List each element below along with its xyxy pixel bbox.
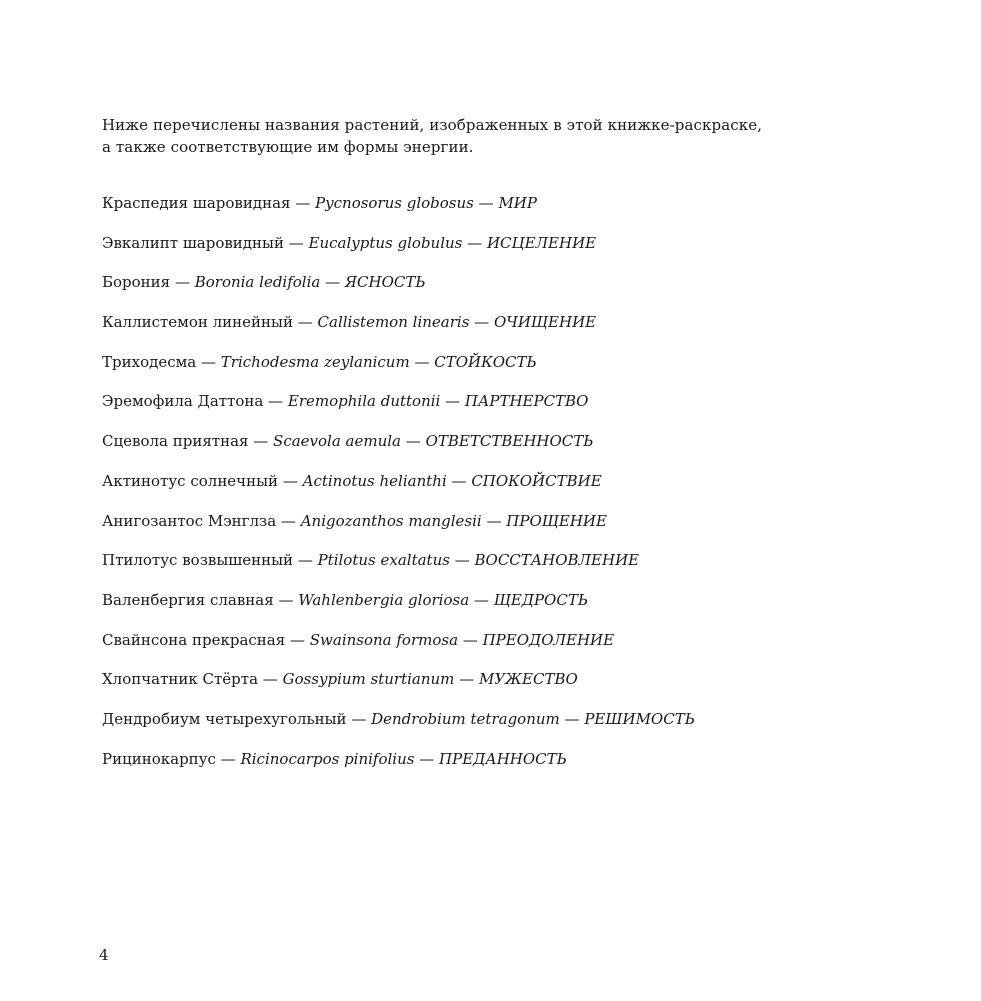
list-item (102, 311, 922, 351)
list-item (102, 232, 922, 272)
plant-common-name: Птилотус возвышенный (102, 551, 294, 570)
list-item (102, 351, 922, 391)
plant-latin-name: Dendrobium tetragonum (371, 709, 560, 728)
list-item (102, 510, 922, 550)
separator: — (462, 630, 478, 649)
plant-energy: ЯСНОСТЬ (344, 273, 426, 292)
list-item (102, 271, 922, 311)
separator: — (486, 511, 502, 530)
plant-latin-name: Trichodesma zeylanicum (220, 352, 410, 371)
intro-line-2: а также соответствующие им формы энергии. (102, 138, 474, 156)
list-item (102, 748, 922, 788)
plant-common-name: Триходесма (102, 352, 197, 371)
separator: — (268, 392, 284, 411)
plant-energy: ПАРТНЕРСТВО (464, 392, 589, 411)
plant-common-name: Свайнсона прекрасная (102, 630, 286, 649)
plant-common-name: Дендробиум четырехугольный (102, 709, 347, 728)
plant-latin-name: Callistemon linearis (317, 313, 470, 332)
plant-common-name: Краспедия шаровидная (102, 194, 291, 212)
plant-energy: ЩЕДРОСТЬ (493, 590, 588, 609)
plant-energy: ПРОЩЕНИЕ (506, 511, 607, 530)
separator: — (325, 273, 341, 292)
list-item (102, 470, 922, 510)
plant-latin-name: Swainsona formosa (309, 630, 459, 649)
plant-latin-name: Boronia ledifolia (194, 273, 321, 292)
list-item (102, 430, 922, 470)
plant-common-name: Валенбергия славная (102, 590, 274, 609)
plant-energy: ОТВЕТСТВЕННОСТЬ (425, 432, 594, 451)
intro-line-1: Ниже перечислены названия растений, изображенных в этой книжке-раскраске, (102, 116, 763, 134)
separator: — (454, 551, 470, 570)
separator: — (459, 670, 475, 689)
separator: — (278, 590, 294, 609)
plant-latin-name: Wahlenbergia gloriosa (298, 590, 470, 609)
plant-latin-name: Ptilotus exaltatus (317, 551, 450, 570)
separator: — (351, 709, 367, 728)
separator: — (288, 233, 304, 252)
plant-energy: СТОЙКОСТЬ (434, 352, 537, 371)
plant-list (102, 192, 922, 787)
separator: — (467, 233, 483, 252)
separator: — (445, 392, 461, 411)
page-number: 4 (99, 946, 109, 964)
plant-energy: ПРЕОДОЛЕНИЕ (482, 630, 615, 649)
list-item (102, 390, 922, 430)
separator: — (253, 432, 269, 451)
plant-common-name: Рицинокарпус (102, 749, 216, 768)
list-item (102, 549, 922, 589)
plant-common-name: Эвкалипт шаровидный (102, 233, 284, 252)
separator: — (414, 352, 430, 371)
plant-energy: ОЧИЩЕНИЕ (493, 313, 597, 332)
plant-latin-name: Actinotus helianthi (302, 471, 447, 490)
list-item (102, 629, 922, 669)
plant-energy: МИР (498, 194, 537, 212)
plant-common-name: Борония (102, 273, 171, 292)
separator: — (295, 194, 311, 212)
plant-common-name: Сцевола приятная (102, 432, 249, 451)
separator: — (201, 352, 216, 371)
separator: — (478, 194, 494, 212)
separator: — (280, 511, 296, 530)
separator: — (451, 471, 467, 490)
separator: — (297, 551, 313, 570)
intro-paragraph (102, 114, 902, 158)
plant-latin-name: Eucalyptus globulus (308, 233, 463, 252)
plant-common-name: Каллистемон линейный (102, 313, 293, 332)
separator: — (282, 471, 298, 490)
plant-common-name: Хлопчатник Стёрта (102, 670, 259, 689)
plant-latin-name: Ricinocarpos pinifolius (240, 749, 415, 768)
list-item (102, 668, 922, 708)
plant-common-name: Анигозантос Мэнглза (102, 511, 277, 530)
plant-latin-name: Anigozanthos manglesii (300, 511, 482, 530)
plant-energy: МУЖЕСТВО (478, 670, 578, 689)
separator: — (473, 590, 489, 609)
separator: — (474, 313, 490, 332)
plant-energy: РЕШИМОСТЬ (584, 709, 695, 728)
plant-energy: ВОССТАНОВЛЕНИЕ (474, 551, 640, 570)
plant-energy: СПОКОЙСТВИЕ (471, 471, 602, 490)
plant-energy: ИСЦЕЛЕНИЕ (486, 233, 597, 252)
separator: — (405, 432, 421, 451)
plant-latin-name: Scaevola aemula (273, 432, 402, 451)
list-item (102, 708, 922, 748)
separator: — (174, 273, 190, 292)
separator: — (564, 709, 580, 728)
plant-latin-name: Eremophila duttonii (287, 392, 441, 411)
separator: — (289, 630, 305, 649)
plant-common-name: Эремофила Даттона (102, 392, 264, 411)
separator: — (419, 749, 435, 768)
plant-energy: ПРЕДАННОСТЬ (439, 749, 567, 768)
plant-common-name: Актинотус солнечный (102, 471, 279, 490)
separator: — (262, 670, 278, 689)
plant-latin-name: Pycnosorus globosus (315, 194, 474, 212)
separator: — (220, 749, 236, 768)
list-item (102, 589, 922, 629)
list-item (102, 192, 922, 232)
plant-latin-name: Gossypium sturtianum (282, 670, 455, 689)
separator: — (297, 313, 313, 332)
